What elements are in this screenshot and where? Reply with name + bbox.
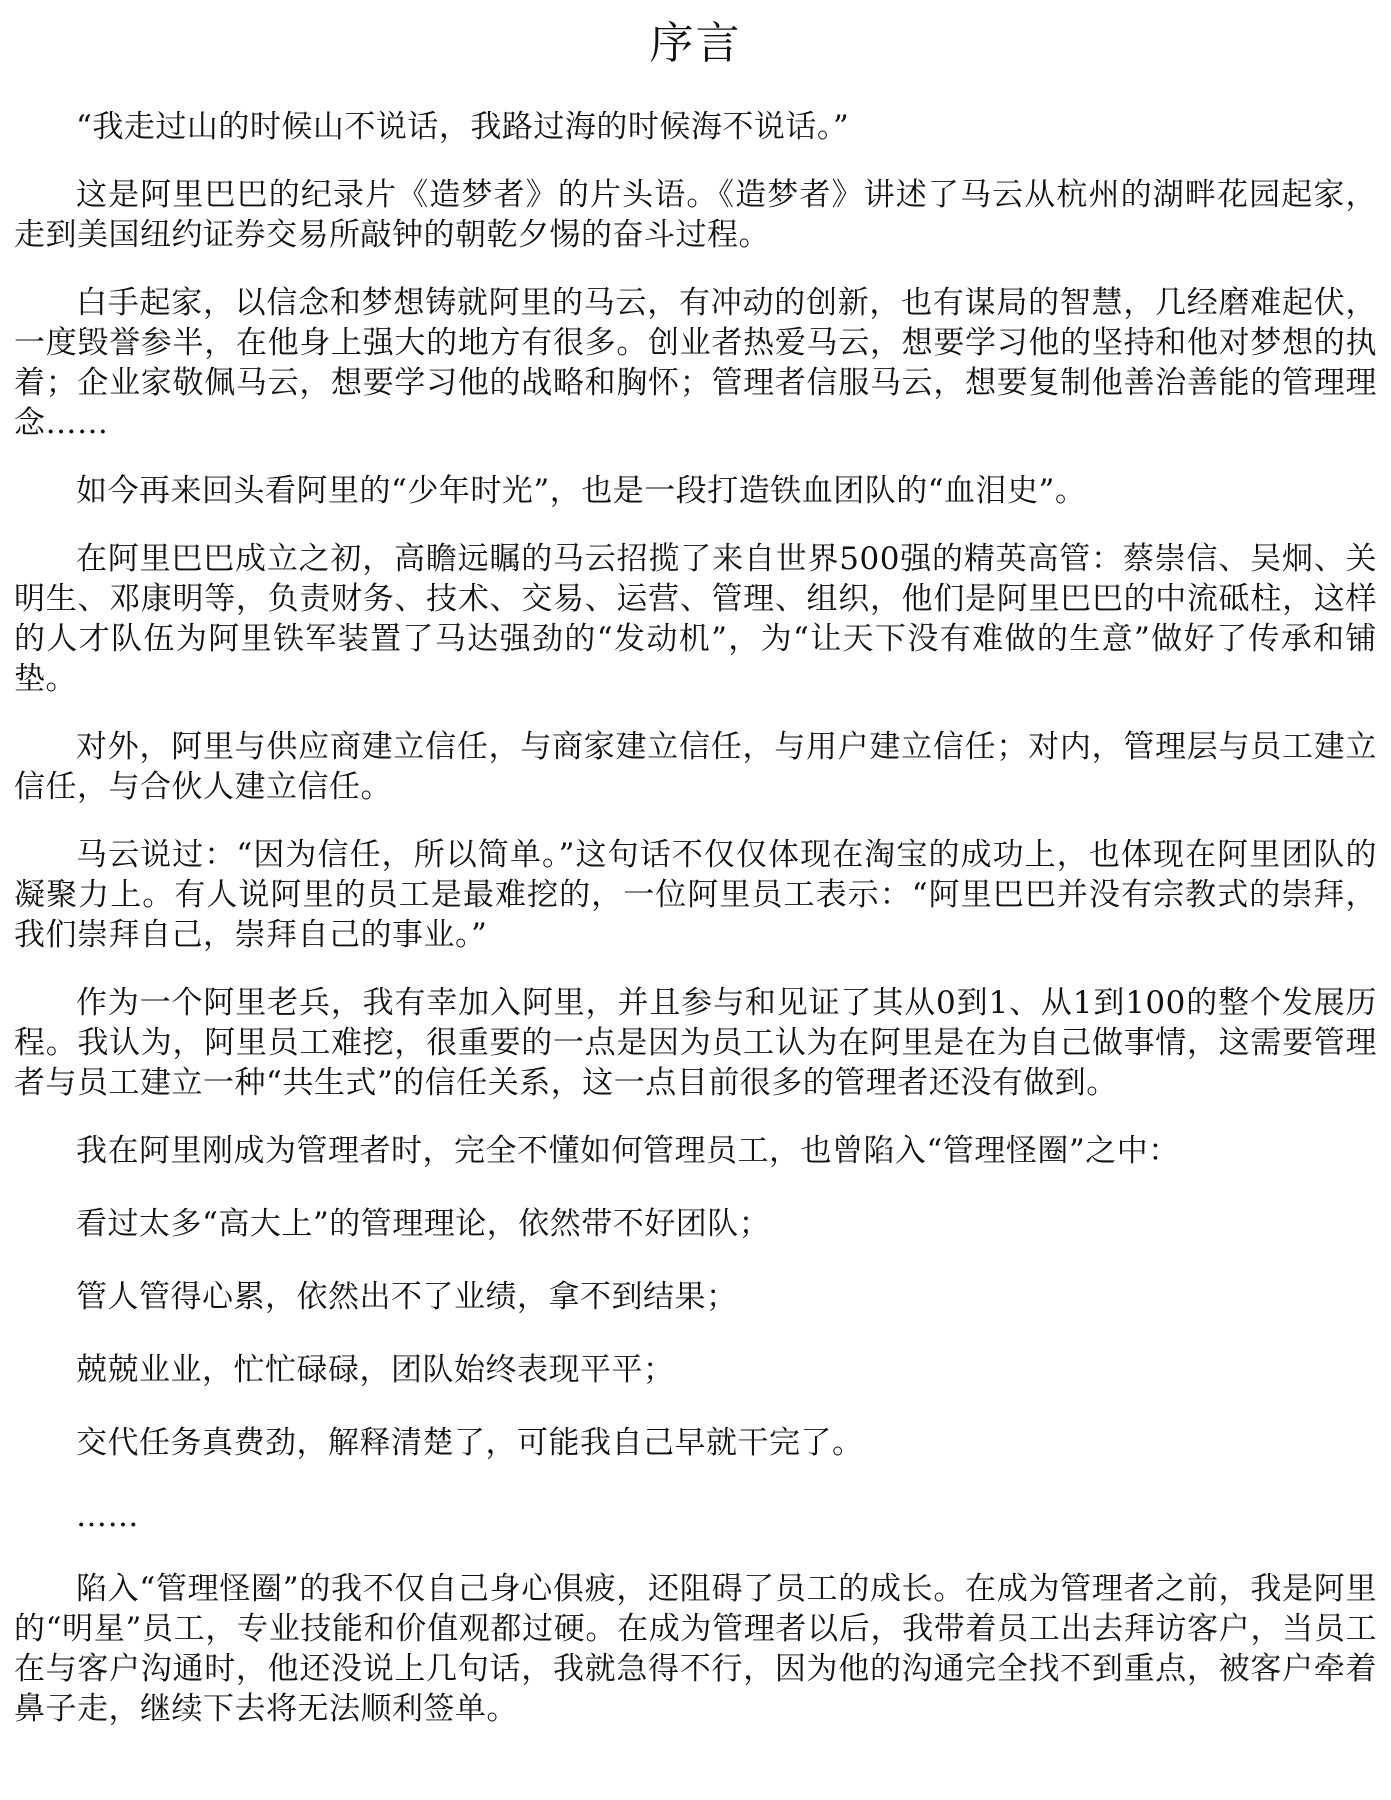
paragraph-7: 马云说过：“因为信任，所以简单。”这句话不仅仅体现在淘宝的成功上，也体现在阿里团队的凝聚力上。有人说阿里的员工是最难挖的，一位阿里员工表示：“阿里巴巴并没有宗教式的崇拜，我们崇拜自己，崇拜自己的事业。” [14, 837, 1377, 953]
paragraph-6: 对外，阿里与供应商建立信任，与商家建立信任，与用户建立信任；对内，管理层与员工建立信任，与合伙人建立信任。 [14, 729, 1377, 805]
paragraph-ellipsis: …… [76, 1498, 139, 1534]
paragraph-1: “我走过山的时候山不说话，我路过海的时候海不说话。” [76, 109, 850, 145]
paragraph-15: 陷入“管理怪圈”的我不仅自己身心俱疲，还阻碍了员工的成长。在成为管理者之前，我是阿里的“明星”员工，专业技能和价值观都过硬。在成为管理者以后，我带着员工出去拜访客户，当员工在与客户沟通时，他还没说上几句话，我就急得不行，因为他的沟通完全找不到重点，被客户牵着鼻子走，继续下去将无法顺利签单。 [14, 1571, 1377, 1727]
body-text [14, 107, 1377, 1729]
paragraph-9: 我在阿里刚成为管理者时，完全不懂如何管理员工，也曾陷入“管理怪圈”之中： [76, 1133, 1180, 1169]
paragraph-4: 如今再来回头看阿里的“少年时光”，也是一段打造铁血团队的“血泪史”。 [76, 473, 1087, 509]
paragraph-10: 看过太多“高大上”的管理理论，依然带不好团队； [76, 1206, 771, 1242]
paragraph-2: 这是阿里巴巴的纪录片《造梦者》的片头语。《造梦者》讲述了马云从杭州的湖畔花园起家，走到美国纽约证券交易所敲钟的朝乾夕惕的奋斗过程。 [14, 177, 1377, 253]
paragraph-13: 交代任务真费劲，解释清楚了，可能我自己早就干完了。 [76, 1425, 864, 1461]
document-page [14, 0, 1377, 1800]
paragraph-3: 白手起家，以信念和梦想铸就阿里的马云，有冲动的创新，也有谋局的智慧，几经磨难起伏，一度毁誉参半，在他身上强大的地方有很多。创业者热爱马云，想要学习他的坚持和他对梦想的执着；企业家敬佩马云，想要学习他的战略和胸怀；管理者信服马云，想要复制他善治善能的管理理念…… [14, 285, 1377, 441]
page-title: 序言 [649, 18, 742, 69]
paragraph-5: 在阿里巴巴成立之初，高瞻远瞩的马云招揽了来自世界500强的精英高管：蔡崇信、吴炯、关明生、邓康明等，负责财务、技术、交易、运营、管理、组织，他们是阿里巴巴的中流砥柱，这样的人才队伍为阿里铁军装置了马达强劲的“发动机”，为“让天下没有难做的生意”做好了传承和铺垫。 [14, 541, 1377, 697]
paragraph-8: 作为一个阿里老兵，我有幸加入阿里，并且参与和见证了其从0到1、从1到100的整个发展历程。我认为，阿里员工难挖，很重要的一点是因为员工认为在阿里是在为自己做事情，这需要管理者与员工建立一种“共生式”的信任关系，这一点目前很多的管理者还没有做到。 [14, 985, 1377, 1101]
paragraph-11: 管人管得心累，依然出不了业绩，拿不到结果； [76, 1279, 738, 1315]
paragraph-12: 兢兢业业，忙忙碌碌，团队始终表现平平； [76, 1352, 675, 1388]
